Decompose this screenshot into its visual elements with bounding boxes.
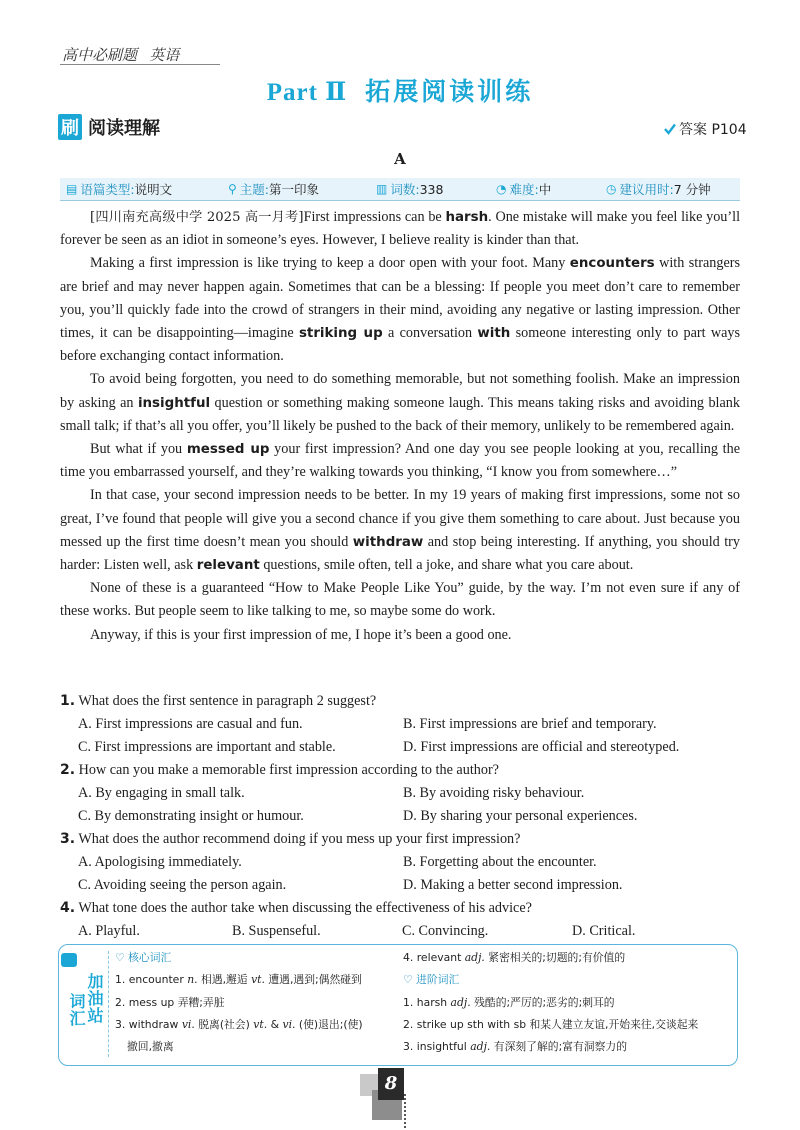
answer-ref [664,119,747,139]
count-icon: ▥ [376,182,388,196]
page-deco-dots [404,1094,408,1128]
option[interactable]: B. By avoiding risky behaviour. [403,785,585,801]
question-2: 2. How can you make a memorable first impression according to the author? A. By engaging in small talk. B. By avoiding risky behaviour. C. By demonstrating insight or humour. D. By sharing your personal experiences. [60,759,750,828]
vocab-side-label [61,953,105,1059]
info-difficulty: ◔ 难度: 中 [496,182,552,197]
clock-icon: ◷ [606,182,617,196]
page-number: 8 [378,1068,404,1100]
info-time: ◷ 建议用时: 7 分钟 [606,182,711,197]
info-theme: ⚲ 主题: 第一印象 [228,182,320,197]
option[interactable]: D. By sharing your personal experiences. [403,808,638,824]
option[interactable]: C. By demonstrating insight or humour. [78,808,304,824]
part-title [0,72,800,108]
question-4: 4. What tone does the author take when discussing the effectiveness of his advice? A. Playful. B. Suspenseful. C. Convincing. D. Critical. [60,897,750,943]
option[interactable]: A. Playful. [78,923,140,939]
passage [60,206,740,647]
info-words: ▥ 词数: 338 [376,181,444,197]
option[interactable]: A. By engaging in small talk. [78,785,245,801]
passage-source: [四川南充高级中学 2025 高一月考] [90,210,304,225]
section-heading [58,114,160,140]
part-title-text: 拓展阅读训练 [365,79,534,106]
option[interactable]: C. Avoiding seeing the person again. [78,877,287,893]
paragraph-2: Making a first impression is like trying to keep a door open with your foot. Many encounters with strangers are brief and may never happen again. Sometimes that can be a blessing: If people you meet don’t care to remember you, you’ll quickly fade into the crowd of strangers in their mind, avoiding any negative or lasting impression. Other times, it can be disappointing—imagine striking up a conversation with someone interesting only to part ways before exchanging contact information. [60,255,740,365]
option[interactable]: D. First impressions are official and stereotyped. [403,739,680,755]
search-icon: ⚲ [228,182,237,196]
info-type: ▤ 语篇类型: 说明文 [66,182,173,197]
question-3: 3. What does the author recommend doing if you mess up your first impression? A. Apologising immediately. B. Forgetting about the encounter. C. Avoiding seeing the person again. D. Making a better second impression. [60,828,750,897]
book-subject: 英语 [149,47,180,64]
passage-letter: A [394,150,406,168]
gauge-icon: ◔ [496,182,507,196]
vocab-chip-icon [61,953,77,967]
section-badge: 刷 [58,114,82,140]
book-icon: ▤ [66,182,78,196]
passage-info-bar [60,178,740,201]
book-title: 高中必刷题 [62,47,138,64]
option[interactable]: B. Forgetting about the encounter. [403,854,597,870]
option[interactable]: D. Critical. [572,923,636,939]
paragraph-1: [四川南充高级中学 2025 高一月考]First impressions can be harsh. One mistake will make you feel like you’ll forever be seen as an idiot in someone’s eyes. However, I believe reality is kinder than that. [60,209,741,249]
option[interactable]: B. First impressions are brief and temporary. [403,716,657,732]
advanced-vocab: 4. relevant adj. 紧密相关的;切题的;有价值的 ♡ 进阶词汇 1. harsh adj. 残酷的;严厉的;恶劣的;刺耳的 2. strike up sth with sb 和某人建立友谊,开始来往,交谈起来 3. insightful adj. 有深刻了解的;富有洞察力的 [403,951,699,1054]
page-number-block [360,1064,420,1130]
heart-icon: ♡ [403,973,413,987]
heart-icon: ♡ [115,951,125,964]
option[interactable]: C. Convincing. [402,923,489,939]
header-rule [60,64,220,65]
vocab-divider [108,951,109,1057]
option[interactable]: A. First impressions are casual and fun. [78,716,303,732]
option[interactable]: D. Making a better second impression. [403,877,623,893]
paragraph-7: Anyway, if this is your first impression of me, I hope it’s been a good one. [90,626,512,643]
book-header [62,44,187,65]
option[interactable]: C. First impressions are important and stable. [78,739,336,755]
option[interactable]: A. Apologising immediately. [78,854,242,870]
paragraph-5: In that case, your second impression needs to be better. In my 19 years of making first impressions, some not so great, I’ve found that people will give you a second chance if you give them something to care about. Just because you messed up the first time doesn’t mean you should withdraw and stop being interesting. If anything, you should try harder: Listen well, ask relevant questions, smile often, tell a joke, and share what you care about. [60,487,740,574]
paragraph-6: None of these is a guaranteed “How to Make People Like You” guide, by the way. I’m not even sure if any of these works. But people seem to like talking to me, so maybe some do work. [60,580,740,620]
answer-text: 答案 P104 [679,122,747,138]
question-1: 1. What does the first sentence in paragraph 2 suggest? A. First impressions are casual and fun. B. First impressions are brief and temporary. C. First impressions are important and stable. D. First impressions are official and stereotyped. [60,690,750,759]
vocab-side-b: 加油站 [85,973,104,1024]
paragraph-4: But what if you messed up your first impression? And one day you see people looking at you, recalling the time you embarrassed yourself, and they’re walking towards you thinking, “I know you from somewhere…” [60,441,740,481]
vocabulary-box [58,944,738,1066]
section-title: 阅读理解 [88,118,160,139]
vocab-side-a: 词汇 [67,993,86,1027]
option[interactable]: B. Suspenseful. [232,923,321,939]
questions [60,690,750,943]
part-label: Part Ⅱ [266,79,348,106]
core-vocab: ♡ 核心词汇 1. encounter n. 相遇,邂逅 vt. 遭遇,遇到;偶然碰到 2. mess up 弄糟;弄脏 3. withdraw vi. 脱离(社会) vt. & vi. (使)退出;(使) 撤回,撤离 [115,951,363,1054]
check-icon [664,123,676,135]
paragraph-3: To avoid being forgotten, you need to do something memorable, but not something foolish. Make an impression by asking an insightful question or something making someone laugh. This means taking risks and avoiding blank small talk; if that’s all you offer, you’ll likely be pushed to the back of their memory, unlikely to be remembered again. [60,371,740,434]
